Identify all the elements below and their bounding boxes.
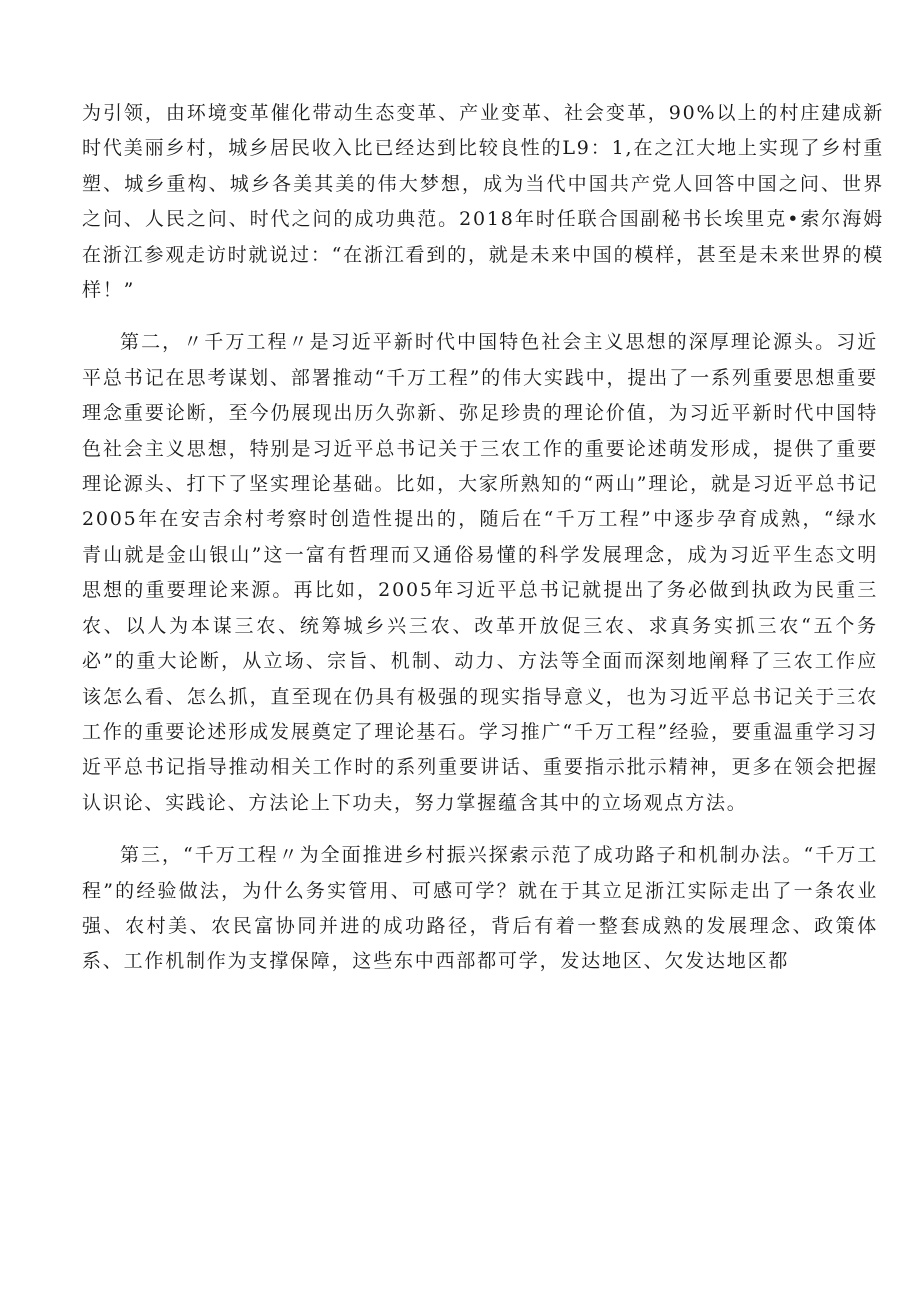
paragraph-second-point: 第二，〃千万工程〃是习近平新时代中国特色社会主义思想的深厚理论源头。习近平总书记在思考谋划、部署推动“千万工程”的伟大实践中，提出了一系列重要思想重要理念重要论断，至今仍展现出历久弥新、弥足珍贵的理论价值，为习近平新时代中国特色社会主义思想，特别是习近平总书记关于三农工作的重要论述萌发形成，提供了重要理论源头、打下了坚实理论基础。比如，大家所熟知的“两山”理论，就是习近平总书记2005年在安吉余村考察时创造性提出的，随后在“千万工程”中逐步孕育成熟，“绿水青山就是金山银山”这一富有哲理而又通俗易懂的科学发展理念，成为习近平生态文明思想的重要理论来源。再比如，2005年习近平总书记就提出了务必做到执政为民重三农、以人为本谋三农、统筹城乡兴三农、改革开放促三农、求真务实抓三农“五个务必”的重大论断，从立场、宗旨、机制、动力、方法等全面而深刻地阐释了三农工作应该怎么看、怎么抓，直至现在仍具有极强的现实指导意义，也为习近平总书记关于三农工作的重要论述形成发展奠定了理论基石。学习推广“千万工程”经验，要重温重学习习近平总书记指导推动相关工作时的系列重要讲话、重要指示批示精神，更多在领会把握认识论、实践论、方法论上下功夫，努力掌握蕴含其中的立场观点方法。 — [82, 331, 878, 814]
paragraph-third-point: 第三，“千万工程〃为全面推进乡村振兴探索示范了成功路子和机制办法。“千万工程”的经验做法，为什么务实管用、可感可学？就在于其立足浙江实际走出了一条农业强、农村美、农民富协同并进的成功路径，背后有着一整套成熟的发展理念、政策体系、工作机制作为支撑保障，这些东中西部都可学，发达地区、欠发达地区都 — [82, 844, 878, 973]
paragraph-continuation: 为引领，由环境变革催化带动生态变革、产业变革、社会变革，90%以上的村庄建成新时代美丽乡村，城乡居民收入比已经达到比较良性的L9：1,在之江大地上实现了乡村重塑、城乡重构、城乡各美其美的伟大梦想，成为当代中国共产党人回答中国之问、世界之问、人民之问、时代之问的成功典范。2018年时任联合国副秘书长埃里克•索尔海姆在浙江参观走访时就说过：“在浙江看到的，就是未来中国的模样，甚至是未来世界的模样！” — [82, 102, 884, 302]
